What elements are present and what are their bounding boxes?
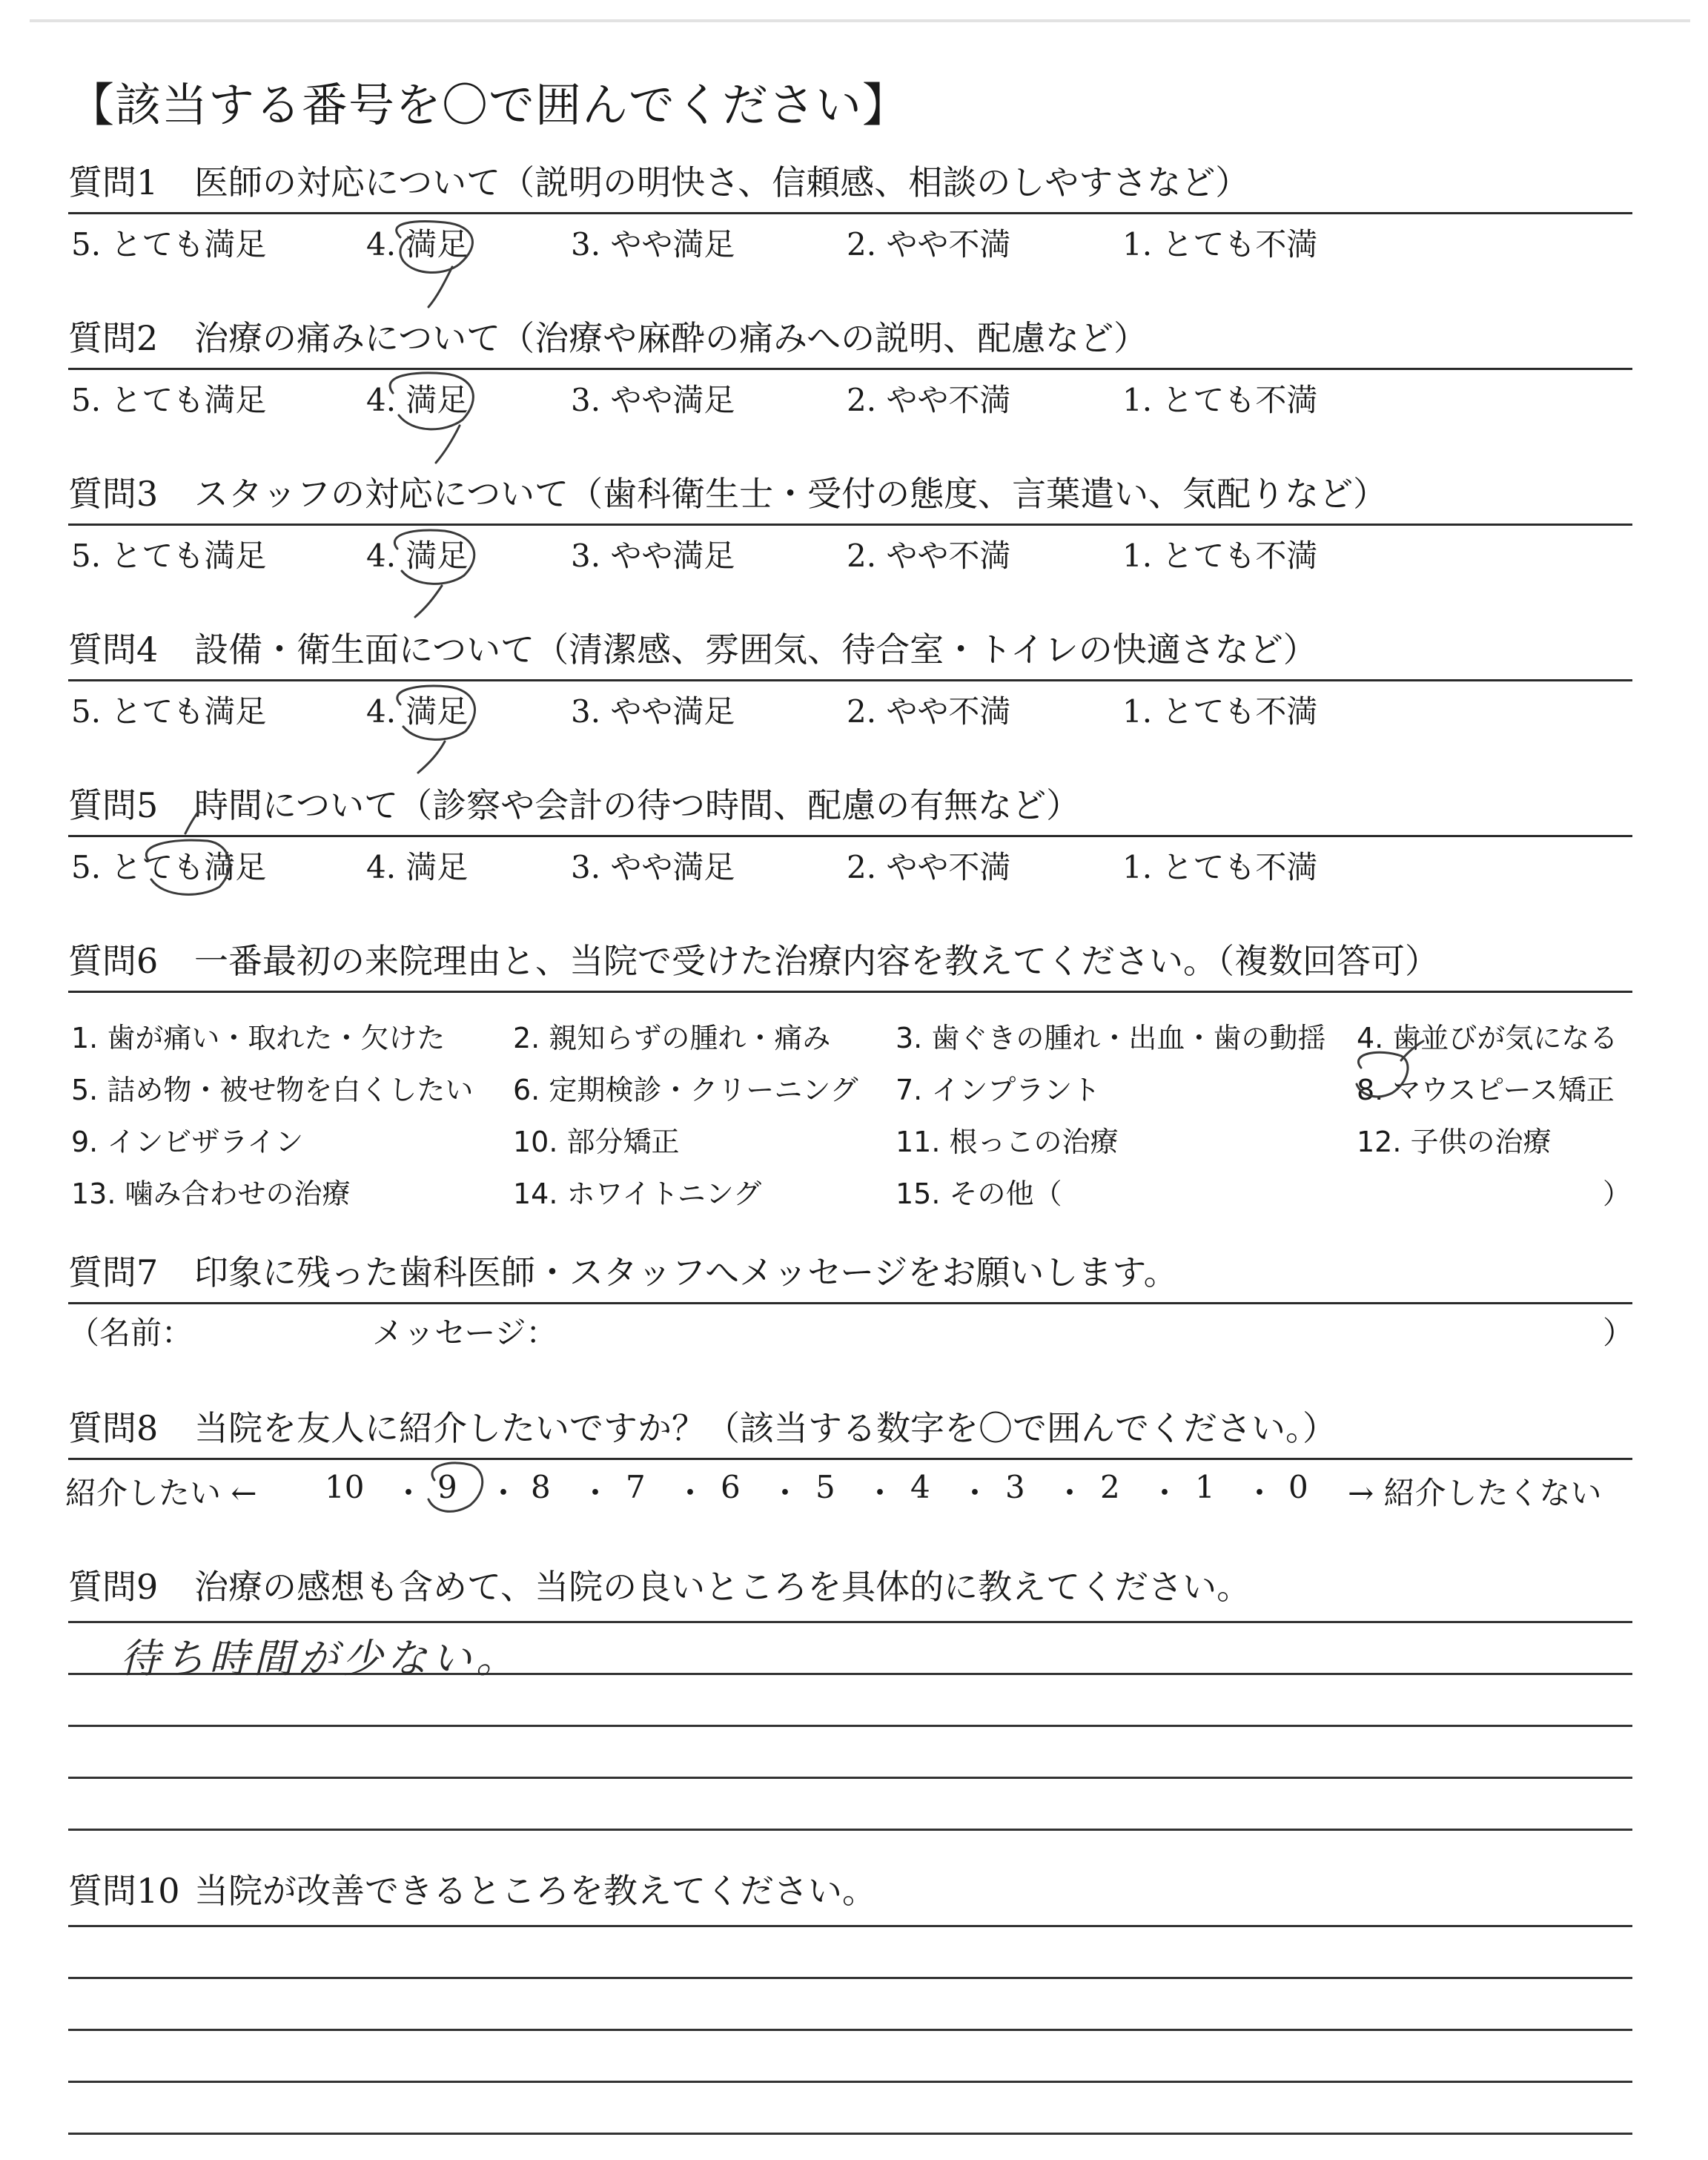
scale-dot: ・ (675, 1475, 706, 1511)
scale-right-label: → 紹介したくない (1348, 1475, 1602, 1511)
question-number: 質問7 (68, 1252, 159, 1292)
reason-option[interactable]: 12. 子供の治療 (1357, 1126, 1552, 1158)
scale-value[interactable]: 2 (1100, 1469, 1120, 1505)
scale-value[interactable]: 5 (815, 1469, 835, 1505)
writing-line (68, 1777, 1632, 1779)
reason-option[interactable]: 13. 噛み合わせの治療 (71, 1178, 351, 1210)
name-label: （名前： (68, 1315, 193, 1351)
question-number: 質問4 (68, 630, 159, 670)
question-number: 質問5 (68, 785, 159, 825)
reason-option[interactable]: 6. 定期検診・クリーニング (513, 1074, 858, 1106)
writing-line (68, 1725, 1632, 1727)
writing-line (68, 2133, 1632, 2135)
close-paren: ） (1603, 1178, 1632, 1210)
scale-value[interactable]: 4 (910, 1469, 930, 1505)
option-3[interactable]: 3. やや満足 (571, 226, 735, 262)
reason-option[interactable]: 11. 根っこの治療 (896, 1126, 1119, 1158)
reason-option[interactable]: 1. 歯が痛い・取れた・欠けた (71, 1022, 446, 1054)
question-8 (65, 1406, 1632, 1512)
scale-value[interactable]: 7 (626, 1469, 646, 1505)
question-number: 質問2 (68, 318, 159, 358)
reason-option[interactable]: 2. 親知らずの腫れ・痛み (513, 1022, 831, 1054)
scale-value[interactable]: 9 (437, 1469, 457, 1505)
question-10 (68, 1869, 1632, 1920)
q1-answer-tail (428, 267, 452, 307)
reason-options-grid (68, 993, 1632, 1210)
reason-option[interactable]: 7. インプラント (896, 1074, 1101, 1106)
reason-option[interactable]: 8. マウスピース矯正 (1357, 1074, 1615, 1106)
recommend-scale (65, 1460, 1632, 1512)
question-text: スタッフの対応について（歯科衛生士・受付の態度、言葉遣い、気配りなど） (194, 474, 1388, 514)
reason-option[interactable]: 3. 歯ぐきの腫れ・出血・歯の動揺 (896, 1022, 1326, 1054)
question-3 (68, 472, 1632, 572)
reason-option[interactable]: 5. 詰め物・被せ物を白くしたい (71, 1074, 474, 1106)
option-3[interactable]: 3. やや満足 (571, 538, 735, 574)
question-number: 質問3 (68, 474, 159, 514)
q3-answer-tail (415, 586, 442, 617)
option-5[interactable]: 5. とても満足 (71, 849, 267, 885)
writing-line (68, 1829, 1632, 1831)
scale-value[interactable]: 6 (721, 1469, 741, 1505)
question-text: 当院を友人に紹介したいですか？（該当する数字を〇で囲んでください。） (194, 1408, 1337, 1448)
scan-edge-line (30, 19, 1690, 22)
question-text: 一番最初の来院理由と、当院で受けた治療内容を教えてください。（複数回答可） (194, 941, 1439, 981)
option-3[interactable]: 3. やや満足 (571, 693, 735, 730)
message-label: メッセージ： (372, 1315, 557, 1351)
option-4[interactable]: 4. 満足 (366, 538, 469, 574)
writing-line (68, 1621, 1632, 1623)
option-1[interactable]: 1. とても不満 (1122, 226, 1318, 262)
reason-option[interactable]: 10. 部分矯正 (513, 1126, 680, 1158)
option-5[interactable]: 5. とても満足 (71, 226, 267, 262)
scale-value[interactable]: 10 (325, 1469, 365, 1505)
question-text: 当院が改善できるところを教えてください。 (194, 1871, 876, 1911)
scale-left-label: 紹介したい ← (65, 1475, 257, 1511)
scale-dot: ・ (959, 1475, 991, 1511)
question-text: 印象に残った歯科医師・スタッフへメッセージをお願いします。 (194, 1252, 1178, 1292)
question-9 (68, 1565, 1632, 1682)
handwritten-answer: 待ち時間が少ない。 (120, 1635, 520, 1682)
question-text: 医師の対応について（説明の明快さ、信頼感、相談のしやすさなど） (194, 162, 1250, 202)
option-1[interactable]: 1. とても不満 (1122, 849, 1318, 885)
option-5[interactable]: 5. とても満足 (71, 382, 267, 418)
scale-dot: ・ (1244, 1475, 1276, 1511)
reason-option[interactable]: 4. 歯並びが気になる (1357, 1022, 1618, 1054)
option-3[interactable]: 3. やや満足 (571, 849, 735, 885)
scale-dot: ・ (488, 1475, 520, 1511)
option-4[interactable]: 4. 満足 (366, 849, 469, 885)
scale-value[interactable]: 1 (1195, 1469, 1215, 1505)
scale-dot: ・ (393, 1475, 425, 1511)
writing-line (68, 2081, 1632, 2083)
question-1 (68, 160, 1632, 260)
option-2[interactable]: 2. やや不満 (847, 849, 1011, 885)
option-4[interactable]: 4. 満足 (366, 693, 469, 730)
scale-value[interactable]: 8 (531, 1469, 551, 1505)
scale-dot: ・ (769, 1475, 801, 1511)
option-1[interactable]: 1. とても不満 (1122, 693, 1318, 730)
question-2 (68, 316, 1632, 416)
question-number: 質問10 (68, 1871, 180, 1911)
option-5[interactable]: 5. とても満足 (71, 538, 267, 574)
close-paren: ） (1603, 1315, 1635, 1351)
question-6 (68, 939, 1632, 1210)
option-2[interactable]: 2. やや不満 (847, 538, 1011, 574)
option-1[interactable]: 1. とても不満 (1122, 382, 1318, 418)
scale-dot: ・ (1149, 1475, 1181, 1511)
option-2[interactable]: 2. やや不満 (847, 693, 1011, 730)
page-title: 【該当する番号を〇で囲んでください】 (68, 78, 910, 132)
scale-dot: ・ (580, 1475, 612, 1511)
q4-answer-tail (418, 742, 445, 773)
option-3[interactable]: 3. やや満足 (571, 382, 735, 418)
option-1[interactable]: 1. とても不満 (1122, 538, 1318, 574)
question-text: 時間について（診察や会計の待つ時間、配慮の有無など） (194, 785, 1081, 825)
option-2[interactable]: 2. やや不満 (847, 226, 1011, 262)
writing-line (68, 1925, 1632, 1927)
writing-line (68, 2029, 1632, 2031)
option-4[interactable]: 4. 満足 (366, 382, 469, 418)
question-7 (68, 1250, 1635, 1351)
question-number: 質問9 (68, 1567, 159, 1607)
option-4[interactable]: 4. 満足 (366, 226, 469, 262)
option-2[interactable]: 2. やや不満 (847, 382, 1011, 418)
scale-value[interactable]: 0 (1288, 1469, 1308, 1505)
q2-answer-tail (436, 426, 460, 463)
question-number: 質問6 (68, 941, 159, 981)
reason-option[interactable]: 14. ホワイトニング (513, 1178, 762, 1210)
question-text: 治療の感想も含めて、当院の良いところを具体的に教えてください。 (194, 1567, 1251, 1607)
scale-dot: ・ (1054, 1475, 1086, 1511)
question-text: 設備・衛生面について（清潔感、雰囲気、待合室・トイレの快適さなど） (194, 630, 1317, 670)
question-number: 質問1 (68, 162, 159, 202)
scale-dot: ・ (864, 1475, 896, 1511)
reason-option[interactable]: 9. インビザライン (71, 1126, 304, 1158)
question-4 (68, 627, 1632, 730)
option-5[interactable]: 5. とても満足 (71, 693, 267, 730)
scale-value[interactable]: 3 (1005, 1469, 1025, 1505)
reason-option[interactable]: 15. その他（ (896, 1178, 1062, 1210)
question-text: 治療の痛みについて（治療や麻酔の痛みへの説明、配慮など） (194, 318, 1148, 358)
question-5 (68, 783, 1632, 883)
writing-line (68, 1977, 1632, 1979)
question-number: 質問8 (68, 1408, 159, 1448)
